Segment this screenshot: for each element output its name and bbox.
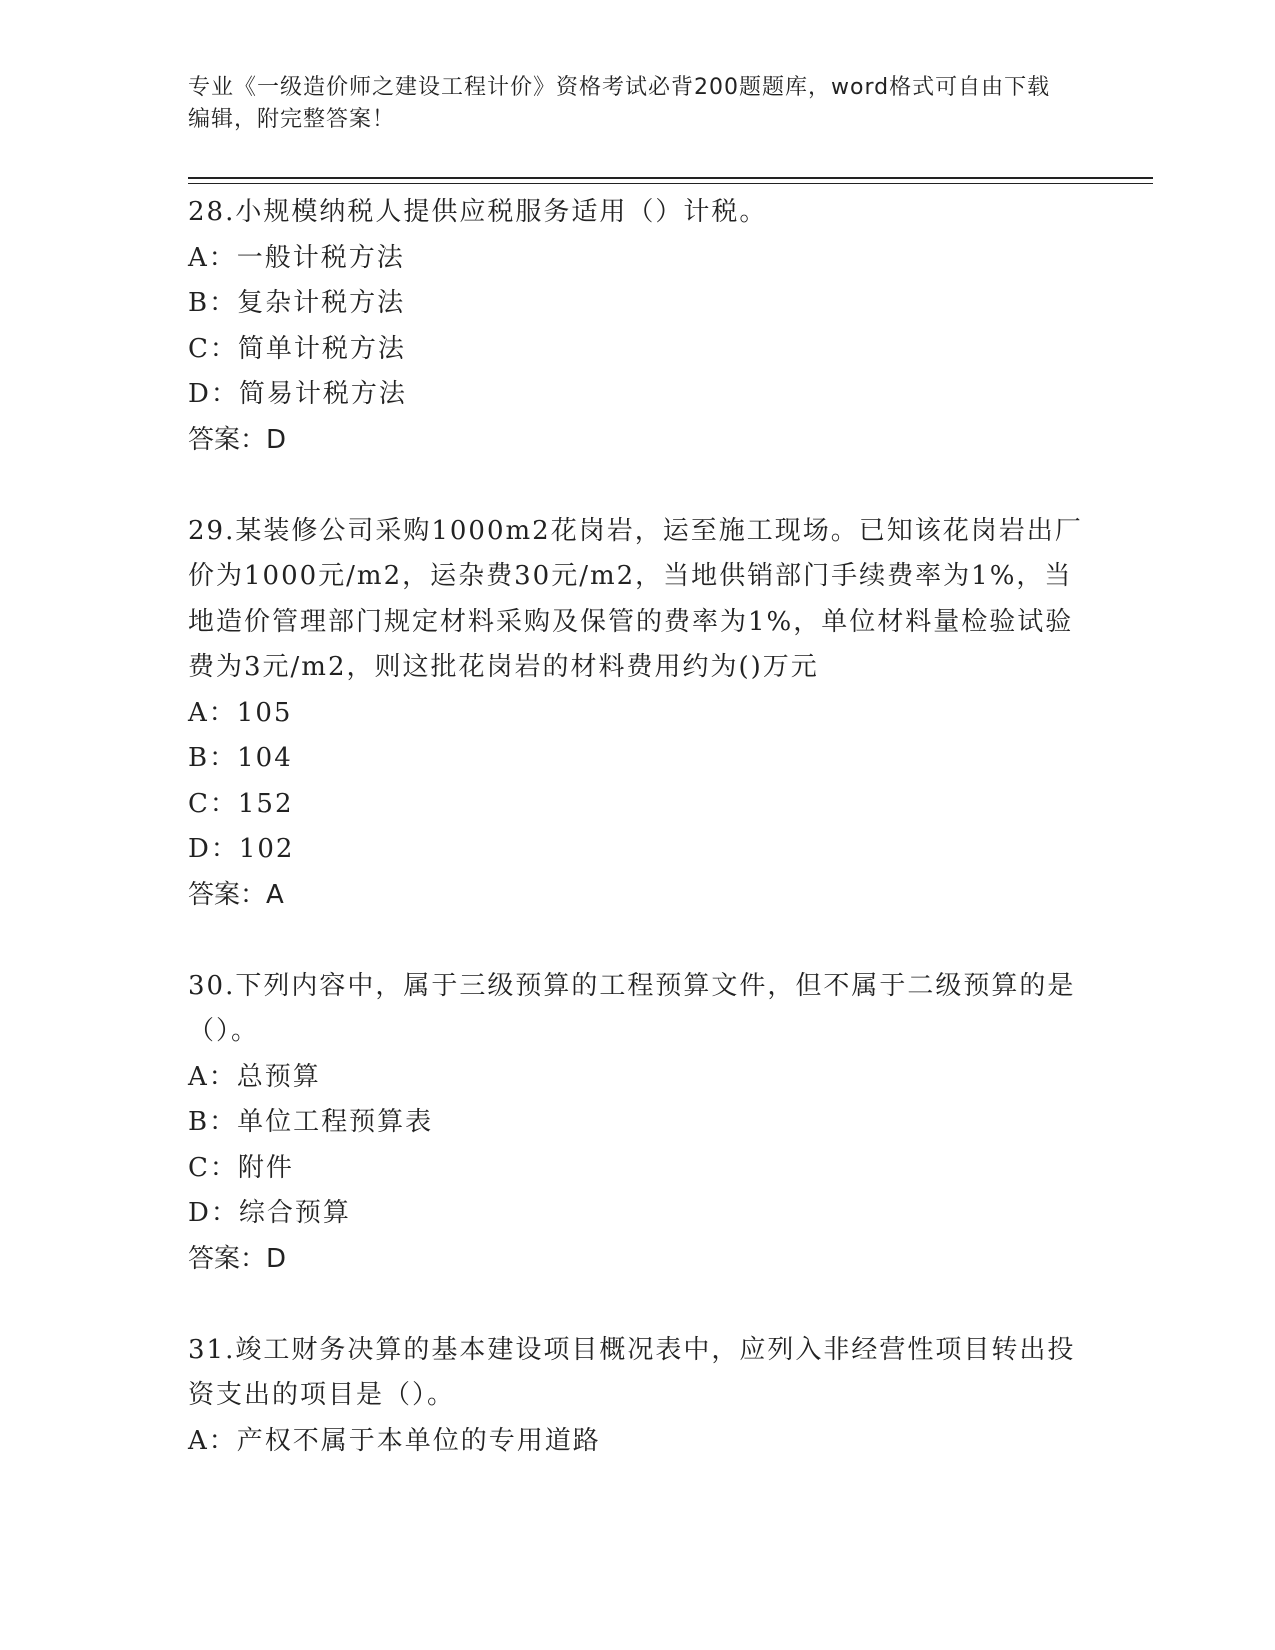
question-text: 30.下列内容中，属于三级预算的工程预算文件，但不属于二级预算的是（）。 bbox=[188, 970, 1076, 1046]
option-a: A：总预算 bbox=[188, 1061, 321, 1092]
spacer bbox=[188, 918, 1088, 964]
spacer bbox=[188, 463, 1088, 509]
option-d: D：简易计税方法 bbox=[188, 379, 407, 409]
question-text: 29.某装修公司采购1000m2花岗岩，运至施工现场。已知该花岗岩出厂价为1000元/m2，运杂费30元/m2，当地供销部门手续费率为1%，当地造价管理部门规定材料采购及保管的费率为1%，单位材料量检验试验费为3元/m2，则这批花岗岩的材料费用约为()万元 bbox=[188, 515, 1083, 682]
answer: 答案：A bbox=[188, 879, 284, 910]
question-text: 31.竣工财务决算的基本建设项目概况表中，应列入非经营性项目转出投资支出的项目是（）。 bbox=[188, 1334, 1076, 1410]
option-c: C：152 bbox=[188, 788, 294, 819]
header-rule-thick bbox=[188, 177, 1153, 179]
option-d: D：综合预算 bbox=[188, 1198, 351, 1228]
answer: 答案：D bbox=[188, 1243, 287, 1274]
answer: 答案：D bbox=[188, 424, 287, 455]
option-b: B：单位工程预算表 bbox=[188, 1107, 434, 1137]
question-29 bbox=[188, 509, 1088, 919]
question-28 bbox=[188, 190, 1088, 463]
option-a: A：一般计税方法 bbox=[188, 242, 405, 273]
option-c: C：附件 bbox=[188, 1152, 294, 1183]
question-31 bbox=[188, 1328, 1088, 1465]
header-rule-thin bbox=[188, 183, 1153, 184]
document-header: 专业《一级造价师之建设工程计价》资格考试必背200题题库，word格式可自由下载编辑，附完整答案！ bbox=[188, 75, 1051, 132]
option-b: B：104 bbox=[188, 743, 293, 773]
option-c: C：简单计税方法 bbox=[188, 333, 406, 364]
option-d: D：102 bbox=[188, 834, 295, 864]
option-a: A：105 bbox=[188, 697, 293, 728]
spacer bbox=[188, 1282, 1088, 1328]
question-text: 28.小规模纳税人提供应税服务适用（）计税。 bbox=[188, 197, 768, 227]
question-30 bbox=[188, 964, 1088, 1283]
option-b: B：复杂计税方法 bbox=[188, 288, 406, 318]
question-list bbox=[188, 190, 1088, 1464]
option-a: A：产权不属于本单位的专用道路 bbox=[188, 1425, 601, 1456]
